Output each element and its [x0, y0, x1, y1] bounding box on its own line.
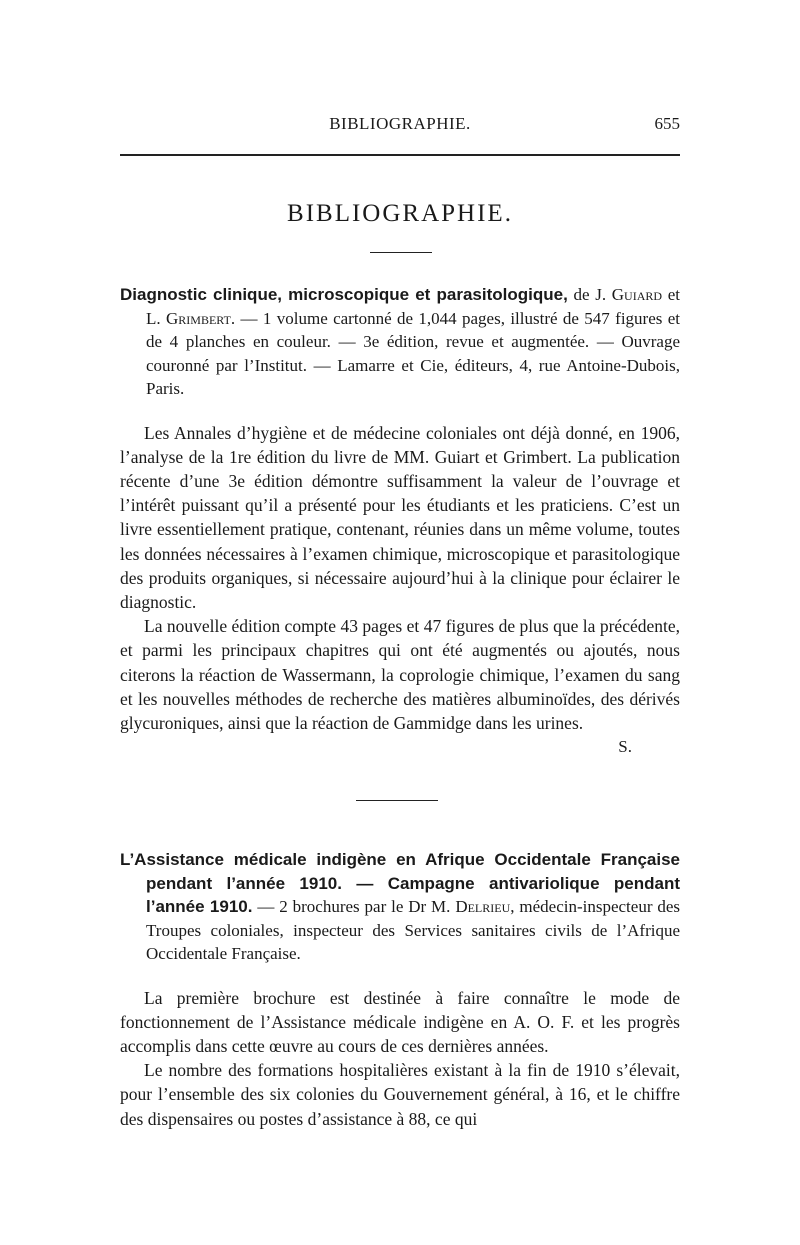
running-title: BIBLIOGRAPHIE.: [329, 114, 471, 133]
entry-author-1: Guiard: [611, 285, 663, 304]
entry-divider: [356, 800, 438, 801]
review-paragraph: La première brochure est destinée à faire connaître le mode de fonctionnement de l’Assistance médicale indigène en A. O. F. et les progrès accomplis dans cette œuvre au cours de ces dernières années.: [120, 987, 680, 1056]
bibliography-entry-2: [120, 848, 680, 1131]
entry-heading: [120, 848, 680, 966]
entry-author-2: Grimbert: [166, 308, 231, 328]
entry-details: , médecin-inspecteur des Troupes coloniales, inspecteur des Services sanitaires civils de l’Afrique Occidentale Française.: [146, 897, 681, 963]
entry-byline-prefix: — 2 brochures par le Dr M.: [252, 897, 456, 916]
title-divider: [370, 252, 432, 253]
entry-byline-and: et L.: [146, 285, 680, 328]
running-header: [120, 114, 680, 138]
reviewer-signature: S.: [618, 737, 632, 757]
entry-title: L’Assistance médicale indigène en Afrique Occidentale Française pendant l’année 1910. — Campagne antivariolique pendant l’année 1910.: [120, 850, 680, 916]
entry-heading: [120, 283, 680, 401]
header-rule: [120, 154, 680, 156]
entry-title: Diagnostic clinique, microscopique et parasitologique,: [120, 285, 568, 304]
review-paragraph: Les Annales d’hygiène et de médecine coloniales ont déjà donné, en 1906, l’analyse de la 1re édition du livre de MM. Guiart et Grimbert. La publication récente d’une 3e édition démontre suffisamment la valeur de l’ouvrage et l’intérêt puissant qu’il a présenté pour les étudiants et les praticiens. C’est un livre essentiellement pratique, contenant, réunies dans un même volume, toutes les données nécessaires à l’examen chimique, microscopique et parasitologique des produits organiques, si nécessaire aujourd’hui à la clinique pour éclairer le diagnostic.: [120, 422, 680, 612]
review-paragraph: La nouvelle édition compte 43 pages et 47 figures de plus que la précédente, et parmi les principaux chapitres qui ont été augmentés ou ajoutés, nous citerons la réaction de Wassermann, la coprologie chimique, l’examen du sang et les nouvelles méthodes de recherche des matières albuminoïdes, des dérivés glycuroniques, ainsi que la réaction de Gammidge dans les urines.: [120, 616, 680, 733]
page-number: 655: [654, 114, 680, 133]
entry-author-1: Delrieu: [455, 897, 511, 916]
section-title: BIBLIOGRAPHIE.: [287, 200, 513, 227]
review-paragraph: Le nombre des formations hospitalières existant à la fin de 1910 s’élevait, pour l’ensemble des six colonies du Gouvernement général, à 16, et le chiffre des dispensaires ou postes d’assistance à 88, ce qui: [120, 1060, 680, 1129]
entry-byline-prefix: de J.: [567, 285, 612, 304]
bibliography-entry-1: [120, 283, 680, 757]
entry-details: . — 1 volume cartonné de 1,044 pages, illustré de 547 figures et de 4 planches en couleur. — 3e édition, revue et augmentée. — Ouvrage couronné par l’Institut. — Lamarre et Cie, éditeurs, 4, rue Antoine-Dubois, Paris.: [146, 308, 680, 398]
